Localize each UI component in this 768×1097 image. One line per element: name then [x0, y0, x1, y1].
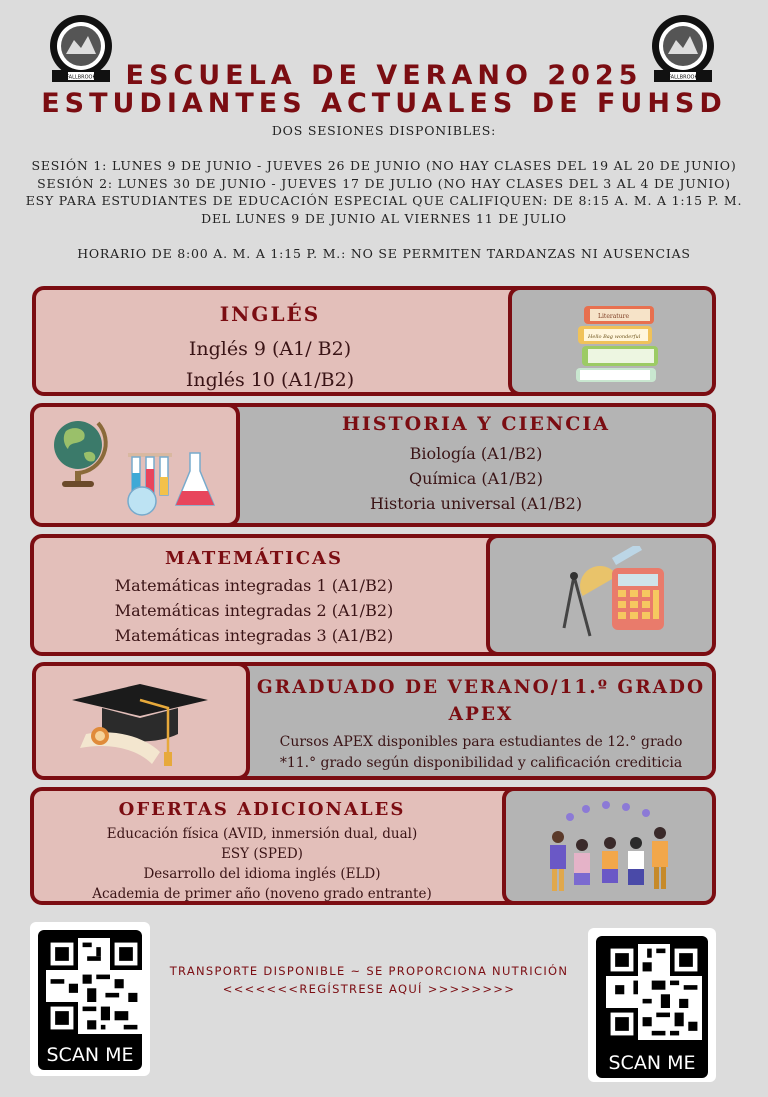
history-science-card — [30, 403, 716, 527]
page-title: ESCUELA DE VERANO 2025 — [125, 60, 643, 91]
schedule-text: HORARIO DE 8:00 A. M. A 1:15 P. M.: NO SE PERMITEN TARDANZAS NI AUSENCIAS — [77, 246, 691, 261]
group-people-icon — [540, 801, 680, 897]
esy-text-line1: ESY PARA ESTUDIANTES DE EDUCACIÓN ESPECIAL QUE CALIFIQUEN: DE 8:15 A. M. A 1:15 P. M. — [25, 193, 743, 208]
english-heading: INGLÉS — [219, 302, 321, 326]
graduate-image-panel — [32, 662, 250, 780]
logo-bottom-text: FALLBROOK — [66, 74, 96, 81]
course-item: Química (A1/B2) — [409, 469, 543, 488]
math-card — [30, 534, 716, 656]
additional-image-panel — [502, 787, 716, 905]
course-item: Inglés 10 (A1/B2) — [185, 369, 355, 391]
course-item: Biología (A1/B2) — [409, 444, 543, 463]
services-text: TRANSPORTE DISPONIBLE ~ SE PROPORCIONA NUTRICIÓN — [169, 964, 569, 978]
diploma-icon — [76, 720, 166, 770]
additional-heading: OFERTAS ADICIONALES — [118, 799, 406, 820]
graduate-subheading: APEX — [448, 704, 514, 725]
offer-item: Desarrollo del idioma inglés (ELD) — [143, 866, 381, 882]
calculator-icon — [610, 566, 666, 632]
history-heading: HISTORIA Y CIENCIA — [341, 413, 611, 435]
english-image-panel — [508, 286, 716, 396]
book-label: Hello Bag wonderful — [588, 334, 641, 340]
additional-offers-card — [30, 787, 716, 905]
history-image-panel — [30, 403, 240, 527]
qr-code-left[interactable] — [30, 922, 150, 1076]
sessions-intro: DOS SESIONES DISPONIBLES: — [271, 123, 497, 138]
session-2-text: SESIÓN 2: LUNES 30 DE JUNIO - JUEVES 17 DE JULIO (NO HAY CLASES DEL 3 AL 4 DE JUNIO) — [37, 176, 731, 191]
english-card — [32, 286, 716, 396]
qr-code-icon — [46, 938, 142, 1034]
book-label: Literature — [598, 313, 630, 320]
session-1-text: SESIÓN 1: LUNES 9 DE JUNIO - JUEVES 26 DE JUNIO (NO HAY CLASES DEL 19 AL 20 DE JUNIO) — [31, 158, 737, 173]
qr-code-icon — [606, 944, 702, 1040]
course-item: Cursos APEX disponibles para estudiantes de 12.° grado — [279, 734, 683, 750]
logo-bottom-text: FALLBROOK — [668, 74, 698, 81]
books-icon — [562, 298, 672, 388]
course-item: Inglés 9 (A1/ B2) — [188, 338, 352, 360]
course-item: Matemáticas integradas 3 (A1/B2) — [114, 626, 394, 645]
course-item: Historia universal (A1/B2) — [369, 494, 583, 513]
course-item: Matemáticas integradas 2 (A1/B2) — [114, 601, 394, 620]
lab-flasks-icon — [120, 449, 220, 519]
qr-code-right[interactable] — [588, 928, 716, 1082]
math-heading: MATEMÁTICAS — [164, 548, 344, 569]
page-subtitle: ESTUDIANTES ACTUALES DE FUHSD — [41, 88, 727, 119]
scan-me-label: SCAN ME — [46, 1044, 134, 1066]
register-here-link[interactable]: <<<<<<<REGÍSTRESE AQUÍ >>>>>>>> — [222, 982, 516, 996]
math-image-panel — [486, 534, 716, 656]
offer-item: ESY (SPED) — [221, 846, 303, 862]
offer-item: Educación física (AVID, inmersión dual, dual) — [106, 826, 418, 842]
offer-item: Academia de primer año (noveno grado entrante) — [92, 886, 432, 902]
globe-icon — [48, 415, 120, 493]
course-item: Matemáticas integradas 1 (A1/B2) — [114, 576, 394, 595]
course-item: *11.° grado según disponibilidad y calificación crediticia — [279, 755, 683, 771]
scan-me-label: SCAN ME — [608, 1052, 696, 1074]
esy-text-line2: DEL LUNES 9 DE JUNIO AL VIERNES 11 DE JULIO — [201, 211, 567, 226]
graduate-heading: GRADUADO DE VERANO/11.º GRADO — [256, 677, 706, 698]
graduate-card — [32, 662, 716, 780]
